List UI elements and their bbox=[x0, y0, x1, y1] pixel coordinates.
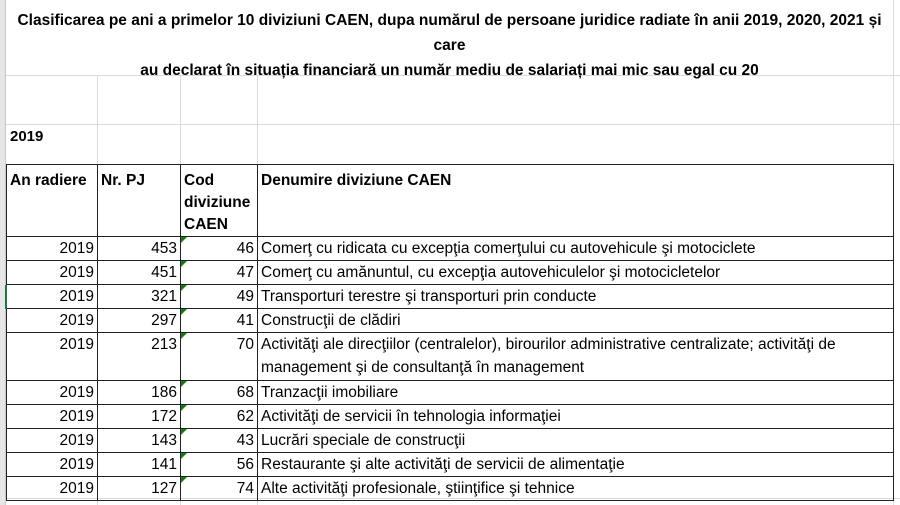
cell-an-radiere[interactable]: 2019 bbox=[7, 237, 98, 261]
cell-cod-diviziune[interactable]: 43 bbox=[181, 429, 258, 453]
cell-cod-diviziune[interactable]: 41 bbox=[181, 309, 258, 333]
cell-denumire[interactable]: Activităţi de servicii în tehnologia informaţiei bbox=[258, 405, 894, 429]
cell-an-radiere[interactable]: 2019 bbox=[7, 261, 98, 285]
cell-nr-pj[interactable]: 186 bbox=[98, 381, 181, 405]
cell-nr-pj[interactable]: 321 bbox=[98, 285, 181, 309]
error-indicator-icon[interactable] bbox=[181, 477, 187, 483]
table-row bbox=[7, 381, 894, 405]
error-indicator-icon[interactable] bbox=[181, 237, 187, 243]
cell-denumire[interactable]: Transporturi terestre şi transporturi prin conducte bbox=[258, 285, 894, 309]
table-row bbox=[7, 309, 894, 333]
cell-nr-pj[interactable]: 213 bbox=[98, 333, 181, 381]
cell-cod-diviziune[interactable]: 47 bbox=[181, 261, 258, 285]
cell-denumire[interactable]: Activităţi ale direcţiilor (centralelor), birourilor administrative centralizate; activităţi de management şi de consultanţă în management bbox=[258, 333, 894, 381]
header-nr-pj[interactable]: Nr. PJ bbox=[98, 165, 181, 237]
cell-nr-pj[interactable]: 297 bbox=[98, 309, 181, 333]
cell-cod-diviziune[interactable]: 70 bbox=[181, 333, 258, 381]
header-denumire[interactable]: Denumire diviziune CAEN bbox=[258, 165, 894, 237]
cell-an-radiere[interactable]: 2019 bbox=[7, 405, 98, 429]
cell-nr-pj[interactable]: 172 bbox=[98, 405, 181, 429]
cell-cod-diviziune[interactable]: 68 bbox=[181, 381, 258, 405]
cell-an-radiere[interactable]: 2019 bbox=[7, 429, 98, 453]
cell-an-radiere[interactable]: 2019 bbox=[7, 453, 98, 477]
cell-an-radiere[interactable]: 2019 bbox=[7, 309, 98, 333]
cell-denumire[interactable]: Alte activităţi profesionale, ştiinţifice şi tehnice bbox=[258, 477, 894, 501]
cell-cod-diviziune[interactable]: 46 bbox=[181, 237, 258, 261]
cell-an-radiere[interactable]: 2019 bbox=[7, 477, 98, 501]
error-indicator-icon[interactable] bbox=[181, 261, 187, 267]
sheet-title[interactable] bbox=[6, 8, 893, 83]
cell-denumire[interactable]: Tranzacţii imobiliare bbox=[258, 381, 894, 405]
error-indicator-icon[interactable] bbox=[181, 309, 187, 315]
section-year-label[interactable]: 2019 bbox=[10, 128, 44, 145]
header-cod-diviziune[interactable]: Cod diviziune CAEN bbox=[181, 165, 258, 237]
table-row bbox=[7, 285, 894, 309]
error-indicator-icon[interactable] bbox=[181, 429, 187, 435]
table-row bbox=[7, 453, 894, 477]
error-indicator-icon[interactable] bbox=[181, 381, 187, 387]
cell-denumire[interactable]: Construcţii de clădiri bbox=[258, 309, 894, 333]
cell-nr-pj[interactable]: 141 bbox=[98, 453, 181, 477]
cell-nr-pj[interactable]: 453 bbox=[98, 237, 181, 261]
header-an-radiere[interactable]: An radiere bbox=[7, 165, 98, 237]
cell-nr-pj[interactable]: 143 bbox=[98, 429, 181, 453]
cell-denumire[interactable]: Lucrări speciale de construcţii bbox=[258, 429, 894, 453]
gridline bbox=[180, 75, 181, 165]
table-row bbox=[7, 477, 894, 501]
title-line-2: au declarat în situația financiară un număr mediu de salariați mai mic sau egal cu 20 bbox=[140, 62, 759, 79]
cell-nr-pj[interactable]: 127 bbox=[98, 477, 181, 501]
title-line-1: Clasificarea pe ani a primelor 10 diviziuni CAEN, dupa numărul de persoane juridice radiate în anii 2019, 2020, 2021 și care bbox=[17, 12, 882, 54]
cell-denumire[interactable]: Restaurante şi alte activităţi de servicii de alimentaţie bbox=[258, 453, 894, 477]
cell-nr-pj[interactable]: 451 bbox=[98, 261, 181, 285]
gridline bbox=[97, 75, 98, 165]
error-indicator-icon[interactable] bbox=[181, 285, 187, 291]
cell-an-radiere[interactable]: 2019 bbox=[7, 333, 98, 381]
gridline bbox=[257, 75, 258, 165]
cell-denumire[interactable]: Comerţ cu amănuntul, cu excepţia autovehiculelor şi motocicletelor bbox=[258, 261, 894, 285]
cell-cod-diviziune[interactable]: 62 bbox=[181, 405, 258, 429]
error-indicator-icon[interactable] bbox=[181, 405, 187, 411]
cell-an-radiere[interactable]: 2019 bbox=[7, 381, 98, 405]
table-row bbox=[7, 405, 894, 429]
table-row bbox=[7, 333, 894, 381]
selection-indicator bbox=[5, 285, 7, 309]
table-header-row bbox=[7, 165, 894, 237]
cell-cod-diviziune[interactable]: 49 bbox=[181, 285, 258, 309]
error-indicator-icon[interactable] bbox=[181, 333, 187, 339]
table-row bbox=[7, 237, 894, 261]
gridline bbox=[6, 124, 900, 125]
cell-cod-diviziune[interactable]: 56 bbox=[181, 453, 258, 477]
table-row bbox=[7, 261, 894, 285]
cell-an-radiere[interactable]: 2019 bbox=[7, 285, 98, 309]
error-indicator-icon[interactable] bbox=[181, 453, 187, 459]
cell-denumire[interactable]: Comerţ cu ridicata cu excepţia comerţului cu autovehicule şi motociclete bbox=[258, 237, 894, 261]
caen-table bbox=[6, 164, 894, 501]
table-row bbox=[7, 429, 894, 453]
cell-cod-diviziune[interactable]: 74 bbox=[181, 477, 258, 501]
